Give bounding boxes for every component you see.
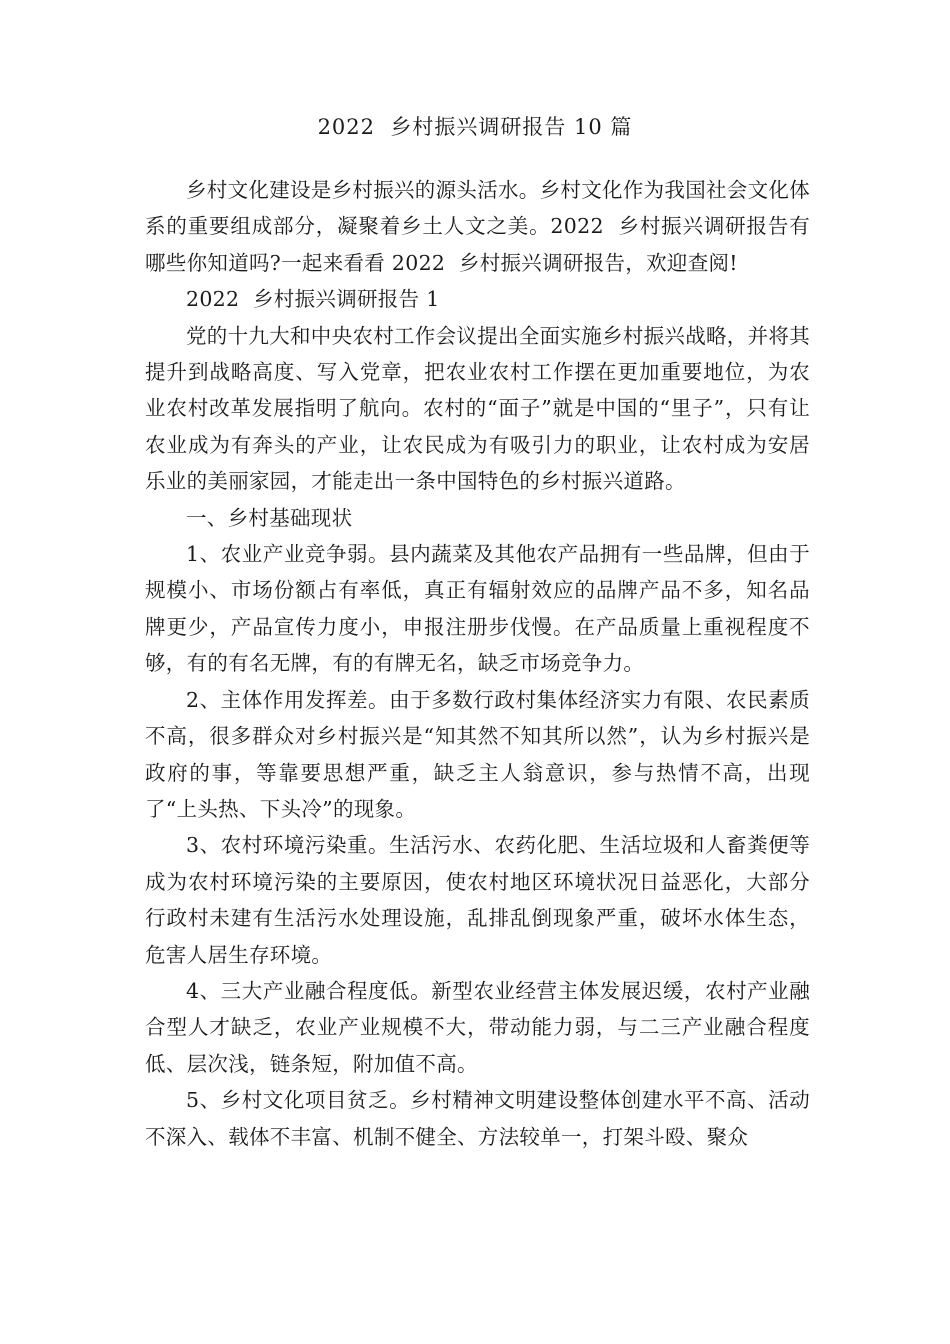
document-body xyxy=(145,172,810,1155)
body-paragraph: 党的十九大和中央农村工作会议提出全面实施乡村振兴战略，并将其提升到战略高度、写入党章，把农业农村工作摆在更加重要地位，为农业农村改革发展指明了航向。农村的“面子”就是中国的“里子”，只有让农业成为有奔头的产业，让农民成为有吸引力的职业，让农村成为安居乐业的美丽家园，才能走出一条中国特色的乡村振兴道路。 xyxy=(145,323,810,494)
intro-paragraph: 乡村文化建设是乡村振兴的源头活水。乡村文化作为我国社会文化体系的重要组成部分，凝聚着乡土人文之美。2022 乡村振兴调研报告有哪些你知道吗?一起来看看 2022 乡村振兴调研报告，欢迎查阅! xyxy=(145,178,810,275)
list-item-paragraph: 3、农村环境污染重。生活污水、农药化肥、生活垃圾和人畜粪便等成为农村环境污染的主要原因，使农村地区环境状况日益恶化，大部分行政村未建有生活污水处理设施，乱排乱倒现象严重，破坏水体生态，危害人居生存环境。 xyxy=(145,833,810,967)
section-heading: 一、乡村基础现状 xyxy=(186,505,353,530)
list-item-paragraph: 4、三大产业融合程度低。新型农业经营主体发展迟缓，农村产业融合型人才缺乏，农业产业规模不大，带动能力弱，与二三产业融合程度低、层次浅，链条短，附加值不高。 xyxy=(145,978,810,1076)
report-heading: 2022 乡村振兴调研报告 1 xyxy=(186,287,440,312)
list-item-paragraph: 5、乡村文化项目贫乏。乡村精神文明建设整体创建水平不高、活动不深入、载体不丰富、机制不健全、方法较单一，打架斗殴、聚众 xyxy=(145,1088,810,1149)
list-item-paragraph: 2、主体作用发挥差。由于多数行政村集体经济实力有限、农民素质不高，很多群众对乡村振兴是“知其然不知其所以然”，认为乡村振兴是政府的事，等靠要思想严重，缺乏主人翁意识，参与热情不高，出现了“上头热、下头冷”的现象。 xyxy=(145,687,810,821)
document-title: 2022 乡村振兴调研报告 10 篇 xyxy=(317,115,633,139)
list-item-paragraph: 1、农业产业竞争弱。县内蔬菜及其他农产品拥有一些品牌，但由于规模小、市场份额占有率低，真正有辐射效应的品牌产品不多，知名品牌更少，产品宣传力度小，申报注册步伐慢。在产品质量上重视程度不够，有的有名无牌，有的有牌无名，缺乏市场竞争力。 xyxy=(145,542,810,676)
